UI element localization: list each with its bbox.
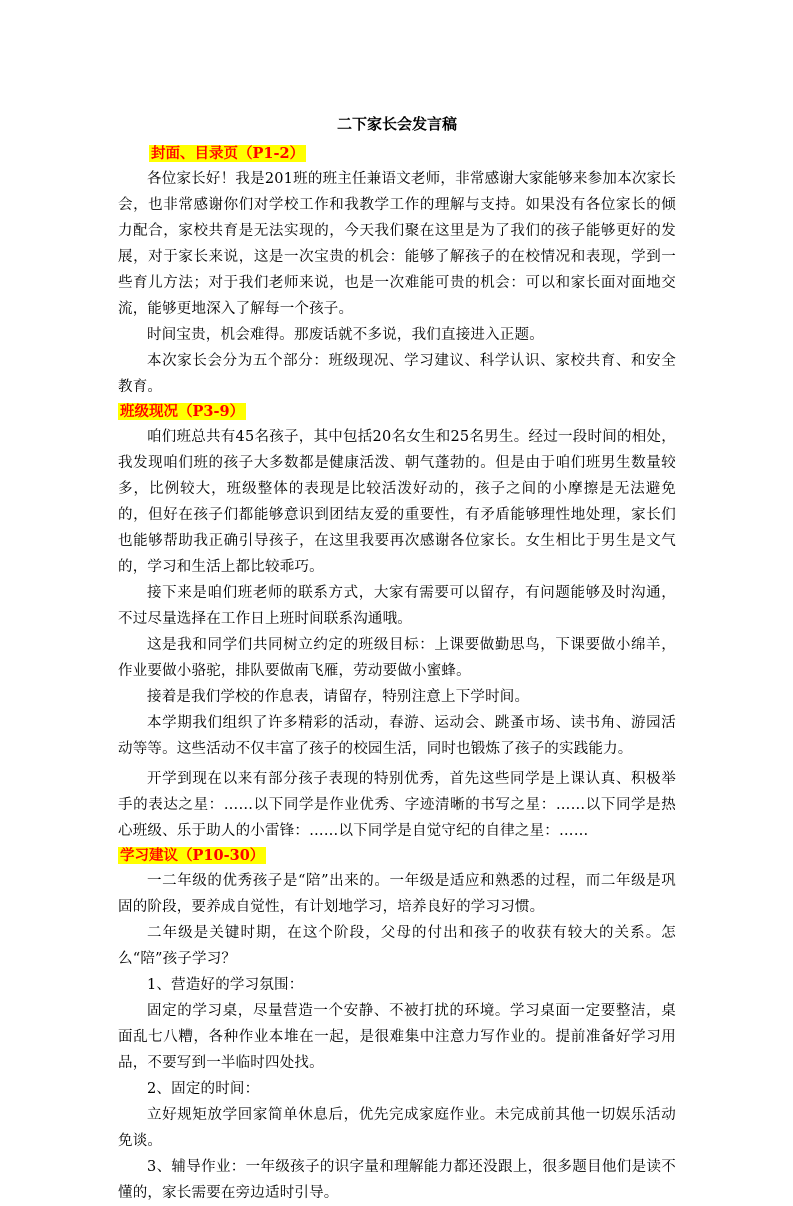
section-heading-cover — [118, 142, 676, 166]
paragraph: 接着是我们学校的作息表，请留存，特别注意上下学时间。 — [147, 689, 530, 705]
section-heading-class-status — [118, 400, 676, 424]
section-heading-study-advice — [118, 844, 676, 868]
paragraph: 时间宝贵，机会难得。那废话就不多说，我们直接进入正题。 — [147, 327, 544, 343]
paragraph: 各位家长好！我是201班的班主任兼语文老师，非常感谢大家能够来参加本次家长会，也非常感谢你们对学校工作和我教学工作的理解与支持。如果没有各位家长的倾力配合，家校共育是无法实现的，今天我们聚在这里是为了我们的孩子能够更好的发展，对于家长来说，这是一次宝贵的机会：能够了解孩子的在校情况和表现，学到一些育儿方法；对于我们老师来说，也是一次难能可贵的机会：可以和家长面对面地交流，能够更地深入了解每一个孩子。 — [118, 171, 676, 317]
paragraph: 1、营造好的学习氛围： — [147, 977, 304, 993]
section-heading-label: 学习建议（P10-30） — [120, 847, 265, 864]
paragraph: 固定的学习桌，尽量营造一个安静、不被打扰的环境。学习桌面一定要整洁，桌面乱七八糟，各种作业本堆在一起，是很难集中注意力写作业的。提前准备好学习用品，不要写到一半临时四处找。 — [118, 1003, 676, 1071]
paragraph: 本学期我们组织了许多精彩的活动，春游、运动会、跳蚤市场、读书角、游园活动等等。这些活动不仅丰富了孩子的校园生活，同时也锻炼了孩子的实践能力。 — [118, 715, 676, 757]
paragraph: 2、固定的时间： — [147, 1081, 260, 1097]
section-heading-label: 班级现况（P3-9） — [120, 403, 245, 420]
paragraph: 3、辅导作业：一年级孩子的识字量和理解能力都还没跟上，很多题目他们是读不懂的，家长需要在旁边适时引导。 — [118, 1159, 676, 1201]
document-page — [118, 112, 676, 1206]
document-title: 二下家长会发言稿 — [336, 115, 457, 133]
paragraph: 这是我和同学们共同树立约定的班级目标：上课要做勤思鸟，下课要做小绵羊，作业要做小骆驼，排队要做南飞雁，劳动要做小蜜蜂。 — [118, 637, 676, 679]
paragraph: 立好规矩放学回家简单休息后，优先完成家庭作业。未完成前其他一切娱乐活动免谈。 — [118, 1107, 676, 1149]
paragraph: 二年级是关键时期，在这个阶段，父母的付出和孩子的收获有较大的关系。怎么“陪”孩子学习？ — [118, 925, 676, 967]
paragraph: 接下来是咱们班老师的联系方式，大家有需要可以留存，有问题能够及时沟通，不过尽量选择在工作日上班时间联系沟通哦。 — [118, 585, 676, 627]
paragraph: 一二年级的优秀孩子是“陪”出来的。一年级是适应和熟悉的过程，而二年级是巩固的阶段，要养成自觉性，有计划地学习，培养良好的学习习惯。 — [118, 873, 676, 915]
paragraph: 本次家长会分为五个部分：班级现况、学习建议、科学认识、家校共育、和安全教育。 — [118, 353, 676, 395]
section-heading-label: 封面、目录页（P1-2） — [151, 145, 305, 162]
paragraph: 开学到现在以来有部分孩子表现的特别优秀，首先这些同学是上课认真、积极举手的表达之星：……以下同学是作业优秀、字迹清晰的书写之星：……以下同学是热心班级、乐于助人的小雷锋：……以下同学是自觉守纪的自律之星：…… — [118, 771, 676, 839]
paragraph: 咱们班总共有45名孩子，其中包括20名女生和25名男生。经过一段时间的相处，我发现咱们班的孩子大多数都是健康活泼、朝气蓬勃的。但是由于咱们班男生数量较多，比例较大，班级整体的表现是比较活泼好动的，孩子之间的小摩擦是无法避免的，但好在孩子们都能够意识到团结友爱的重要性，有矛盾能够理性地处理，家长们也能够帮助我正确引导孩子，在这里我要再次感谢各位家长。女生相比于男生是文气的，学习和生活上都比较乖巧。 — [118, 429, 676, 575]
